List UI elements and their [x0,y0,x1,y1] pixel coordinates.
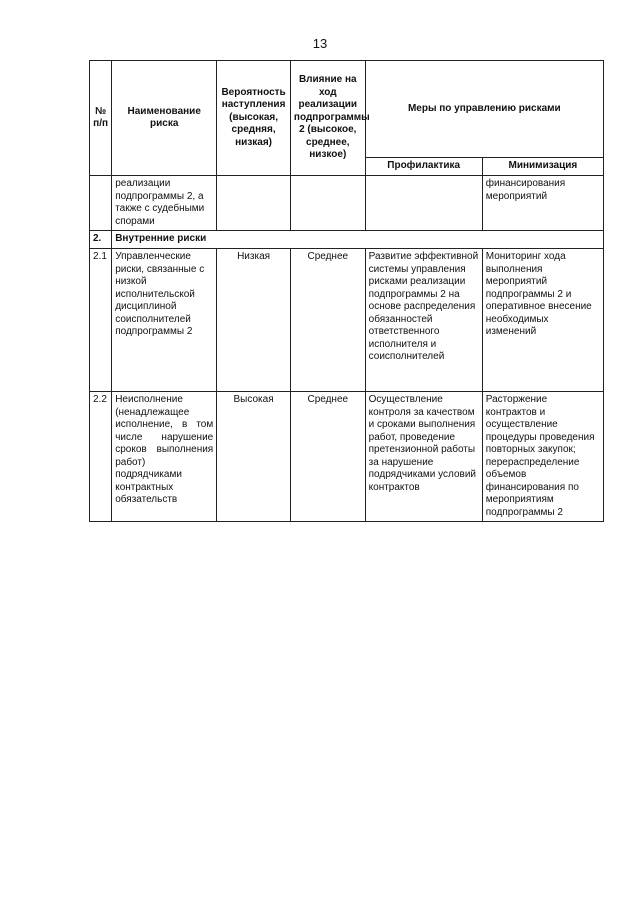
cell-probability: Высокая [217,392,291,522]
header-impact: Влияние на ход реализации подпрограммы 2 (высокое, среднее, низкое) [290,61,365,176]
page-number: 13 [312,36,328,51]
cell-prevention: Осуществление контроля за качеством и сроками выполнения работ, проведение претензионной работы за нарушение подрядчиками условий контрактов [365,392,482,522]
cell-risk-name: реализации подпрограммы 2, а также с судебными спорами [112,176,217,231]
cell-num: 2.2 [90,392,112,522]
section-row [90,231,604,249]
table-row [90,249,604,392]
cell-probability: Низкая [217,249,291,392]
cell-num: 2.1 [90,249,112,392]
cell-minimization: Расторжение контрактов и осуществление процедуры проведения повторных закупок; перераспределение объемов финансирования по мероприятиям подпрограммы 2 [482,392,603,522]
cell-prevention [365,176,482,231]
table-row-continuation [90,176,604,231]
cell-num [90,176,112,231]
cell-minimization: Мониторинг хода выполнения мероприятий подпрограммы 2 и оперативное внесение необходимых изменений [482,249,603,392]
cell-minimization: финансирования мероприятий [482,176,603,231]
header-measures: Меры по управлению рисками [365,61,603,158]
header-prevention: Профилактика [365,158,482,176]
cell-risk-name: Управленческие риски, связанные с низкой исполнительской дисциплиной соисполнителей подпрограммы 2 [112,249,217,392]
section-title: Внутренние риски [112,231,604,249]
cell-probability [217,176,291,231]
risk-management-table [89,60,604,522]
cell-impact [290,176,365,231]
header-risk-name: Наименование риска [112,61,217,176]
cell-impact: Среднее [290,392,365,522]
header-minimization: Минимизация [482,158,603,176]
cell-impact: Среднее [290,249,365,392]
cell-risk-name: Неисполнение (ненадлежащее исполнение, в том числе нарушение сроков выполнения работ) подрядчиками контрактных обязательств [112,392,217,522]
cell-prevention: Развитие эффективной системы управления рисками реализации подпрограммы 2 на основе распределения обязанностей ответственного исполнителя и соисполнителей [365,249,482,392]
section-num: 2. [90,231,112,249]
table-row [90,392,604,522]
header-probability: Вероятность наступления (высокая, средняя, низкая) [217,61,291,176]
header-num: № п/п [90,61,112,176]
